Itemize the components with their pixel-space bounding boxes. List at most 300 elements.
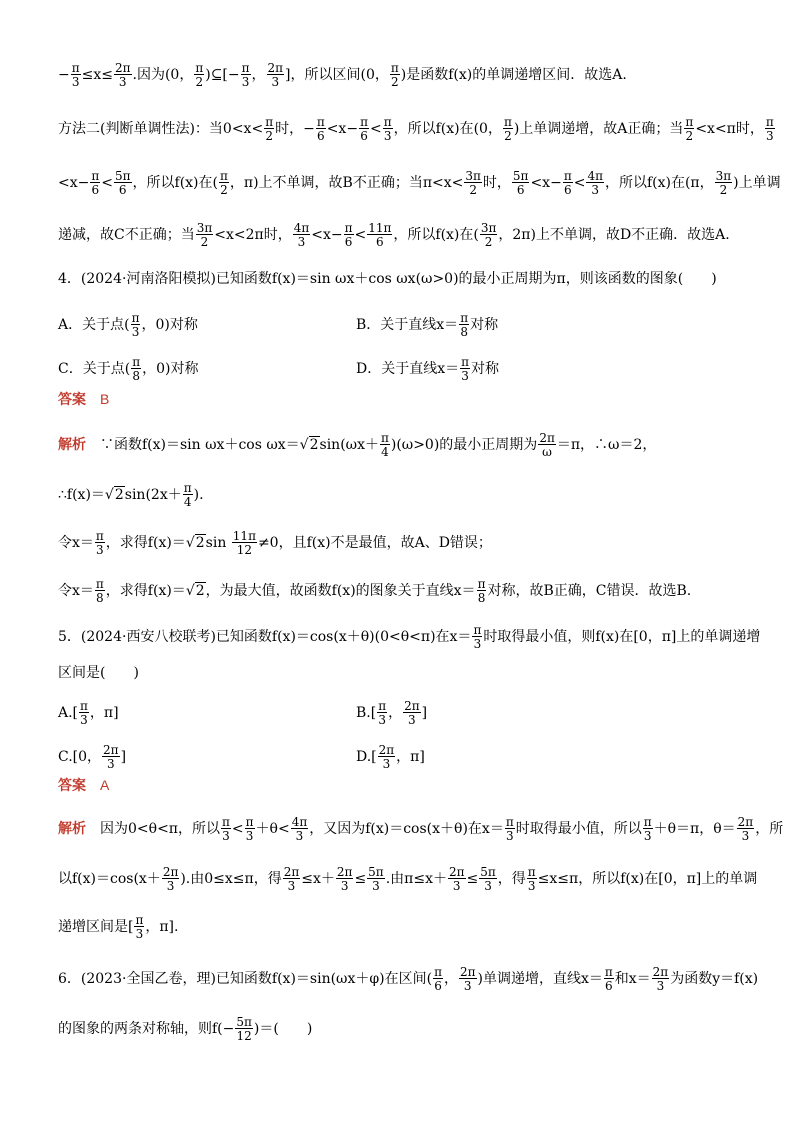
text-run: ∴f(x)＝ (58, 487, 105, 503)
fraction-denominator: 2 (685, 129, 694, 143)
text-run: ∵函数f(x)＝sin ωx＋cos ωx＝ (86, 437, 300, 453)
text-run: 递减，故C不正确；当 (58, 227, 195, 243)
fraction-numerator: 3π (715, 169, 732, 183)
fraction (114, 170, 132, 196)
fraction-denominator: 3 (80, 713, 88, 727)
fraction (359, 116, 369, 142)
fraction-denominator: 3 (271, 75, 280, 89)
fraction-denominator: 8 (96, 591, 104, 605)
text-run: ，π] (396, 749, 425, 765)
text-run: ≤x≤π，所以f(x)在[0，π]上的单调 (537, 871, 758, 887)
fraction-denominator: 3 (378, 713, 386, 727)
option-q5-a (58, 700, 119, 726)
fraction (715, 170, 733, 196)
text-run: 和x＝ (614, 971, 651, 987)
text-run: .因为(0， (132, 67, 194, 83)
fraction-denominator: 3 (222, 829, 230, 843)
option-q4-c (58, 356, 198, 382)
fraction-denominator: 3 (131, 325, 140, 339)
text-run: ).由0≤x≤π，得 (180, 871, 282, 887)
explanation-label: 解析 (58, 820, 86, 836)
text-run: ，π)上不单调，故B不正确；当π<x< (229, 175, 464, 191)
fraction-denominator: 3 (96, 543, 104, 557)
fraction (448, 866, 466, 892)
fraction-numerator: π (473, 623, 482, 637)
text-line-q4exp1 (58, 432, 656, 458)
text-run: 6．(2023·全国乙卷，理)已知函数f(x)＝sin(ωx＋φ)在区间( (58, 971, 433, 987)
fraction-denominator: 3 (71, 75, 80, 89)
text-run: < (101, 175, 113, 191)
fraction-numerator: π (219, 169, 228, 183)
fraction-numerator: 3π (196, 221, 213, 235)
text-run: ，0)对称 (141, 317, 198, 333)
text-line-q4 (58, 270, 717, 288)
fraction-numerator: 5π (512, 169, 529, 183)
fraction-numerator: π (461, 355, 470, 369)
fraction (241, 62, 251, 88)
text-run: ，求得f(x)＝ (105, 535, 186, 551)
fraction (264, 116, 274, 142)
text-run: ]，所以区间(0， (285, 67, 389, 83)
text-line-q4exp4 (58, 578, 691, 604)
text-run: ＝π，∴ω＝2， (556, 437, 657, 453)
text-line-q5exp2 (58, 866, 757, 892)
fraction (378, 744, 396, 770)
text-run: )(ω>0)的最小正周期为 (390, 437, 538, 453)
fraction-numerator: π (460, 311, 469, 325)
text-run: ] (120, 749, 127, 765)
fraction (505, 816, 515, 842)
fraction-denominator: 6 (605, 979, 613, 993)
fraction-denominator: 3 (643, 829, 652, 843)
fraction-denominator: 3 (461, 369, 469, 383)
text-run: < (573, 175, 586, 191)
fraction-denominator: 3 (452, 879, 461, 893)
fraction (267, 62, 285, 88)
fraction-numerator: π (265, 115, 274, 129)
fraction (245, 816, 255, 842)
text-run: < (231, 821, 244, 837)
text-run: 对称 (470, 317, 499, 333)
text-run: 4．(2024·河南洛阳模拟)已知函数f(x)＝sin ωx＋cos ωx(ω>0)的最小正周期为π，则该函数的图象( ) (58, 271, 717, 287)
text-run: 令x＝ (58, 583, 94, 599)
fraction-numerator: π (95, 529, 104, 543)
option-q5-b (356, 700, 427, 726)
text-run: ， (251, 67, 266, 83)
fraction-numerator: 3π (465, 169, 481, 183)
fraction (459, 966, 477, 992)
fraction-denominator: 2 (484, 235, 493, 249)
option-q5-c (58, 744, 126, 770)
text-run: 方法二(判断单调性法)：当0<x< (58, 121, 264, 137)
fraction-denominator: 4 (381, 445, 389, 459)
fraction-numerator: 5π (114, 169, 131, 183)
fraction-denominator: 3 (297, 235, 306, 249)
fraction (283, 866, 301, 892)
text-run: < (369, 121, 382, 137)
fraction (232, 530, 257, 556)
fraction-numerator: π (505, 815, 514, 829)
fraction (102, 744, 120, 770)
fraction (459, 312, 469, 338)
fraction-numerator: π (95, 577, 104, 591)
fraction-denominator: 3 (741, 829, 750, 843)
fraction-denominator: 6 (563, 183, 572, 197)
fraction-denominator: 3 (106, 757, 115, 771)
fraction (480, 222, 498, 248)
text-run: ，π]. (145, 919, 179, 935)
fraction-numerator: 2π (448, 865, 465, 879)
text-run: <x− (58, 175, 90, 191)
fraction (79, 700, 89, 726)
text-run: 5．(2024·西安八校联考)已知函数f(x)＝cos(x＋θ)(0<θ<π)在x＝ (58, 629, 472, 645)
fraction (291, 816, 309, 842)
text-run: )单调递增，直线x＝ (477, 971, 603, 987)
text-run: C．关于点( (58, 361, 131, 377)
text-line-q6b (58, 1016, 312, 1042)
fraction (367, 222, 392, 248)
text-run: <x− (311, 227, 343, 243)
fraction (336, 866, 354, 892)
fraction-numerator: 2π (539, 431, 555, 445)
text-line-l4 (58, 222, 730, 248)
fraction-numerator: π (383, 115, 392, 129)
fraction-numerator: π (241, 61, 250, 75)
sqrt-radicand: 2 (114, 487, 124, 503)
fraction-denominator: 3 (295, 829, 304, 843)
text-run: B.[ (356, 705, 377, 721)
text-line-l3 (58, 170, 781, 196)
sqrt-symbol: √ (299, 437, 309, 453)
fraction-denominator: 3 (527, 879, 536, 893)
fraction (162, 866, 180, 892)
fraction-denominator: 8 (460, 325, 468, 339)
fraction-numerator: π (765, 115, 774, 129)
text-run: D.[ (356, 749, 377, 765)
text-run: 令x＝ (58, 535, 94, 551)
text-run: ). (193, 487, 204, 503)
text-run: ，0)对称 (142, 361, 199, 377)
fraction (390, 62, 400, 88)
fraction (477, 578, 487, 604)
fraction-denominator: 6 (91, 183, 100, 197)
fraction-denominator: 2 (265, 129, 273, 143)
fraction (316, 116, 326, 142)
text-line-q4exp2 (58, 482, 204, 508)
text-run: sin(ωx＋ (319, 437, 379, 453)
option-q4-a (58, 312, 198, 338)
fraction (604, 966, 614, 992)
fraction-numerator: 4π (291, 815, 308, 829)
fraction (538, 432, 556, 458)
fraction-numerator: π (131, 311, 140, 325)
fraction (765, 116, 775, 142)
sqrt-radicand: 2 (309, 437, 319, 453)
fraction-denominator: 3 (766, 129, 774, 143)
text-line-q5exp3 (58, 914, 178, 940)
fraction (563, 170, 573, 196)
text-run: ≤ (466, 871, 479, 887)
text-run: ≠0，且f(x)不是最值，故A、D错误； (257, 535, 492, 551)
fraction-denominator: 3 (135, 927, 144, 941)
text-run: ，π] (89, 705, 119, 721)
fraction-numerator: 2π (737, 815, 754, 829)
text-run: ，求得f(x)＝ (105, 583, 186, 599)
text-run: − (58, 67, 70, 83)
fraction (460, 356, 470, 382)
text-run: ， (443, 971, 458, 987)
text-run: )是函数f(x)的单调递增区间．故选A. (400, 67, 627, 83)
fraction (131, 356, 141, 382)
fraction-denominator: 3 (241, 75, 250, 89)
text-run: sin (205, 535, 231, 551)
text-run: ， (388, 705, 403, 721)
text-run: ，所以f(x)在( (132, 175, 218, 191)
fraction-denominator: 4 (183, 495, 192, 509)
fraction (95, 530, 105, 556)
fraction-denominator: 2 (391, 75, 399, 89)
fraction (134, 914, 144, 940)
fraction (464, 170, 482, 196)
fraction (527, 866, 537, 892)
sqrt-radicand: 2 (195, 583, 205, 599)
fraction (383, 116, 393, 142)
answer-value: A (86, 777, 110, 793)
text-line-q5exp1 (58, 816, 783, 842)
text-run: ，所以f(x)在(0， (393, 121, 502, 137)
text-run: )＝( ) (253, 1021, 313, 1037)
fraction (472, 624, 482, 650)
fraction-numerator: π (183, 481, 192, 495)
fraction-denominator: 3 (372, 879, 380, 893)
fraction-numerator: 2π (378, 743, 395, 757)
fraction-numerator: 4π (587, 169, 603, 183)
fraction-numerator: π (643, 815, 652, 829)
fraction-denominator: 6 (516, 183, 525, 197)
fraction-denominator: 8 (477, 591, 486, 605)
answer-label: 答案 (58, 391, 86, 407)
fraction-denominator: 6 (344, 235, 353, 249)
fraction-numerator: π (685, 115, 694, 129)
answer-label: 答案 (58, 777, 86, 793)
fraction-numerator: π (91, 169, 100, 183)
fraction-denominator: 6 (118, 183, 127, 197)
fraction (377, 700, 387, 726)
text-run: ≤x＋ (301, 871, 335, 887)
fraction-numerator: π (71, 61, 80, 75)
fraction (344, 222, 354, 248)
fraction (503, 116, 513, 142)
fraction (737, 816, 755, 842)
text-run: A.[ (58, 705, 79, 721)
text-run: ＋θ< (255, 821, 290, 837)
fraction-numerator: 2π (652, 965, 669, 979)
fraction-numerator: π (195, 61, 204, 75)
text-run: ] (421, 705, 428, 721)
fraction-denominator: 3 (408, 713, 416, 727)
fraction-denominator: 3 (166, 879, 175, 893)
fraction-numerator: π (80, 699, 88, 713)
fraction-denominator: 3 (118, 75, 127, 89)
q5-answer (58, 776, 109, 795)
fraction-numerator: π (132, 355, 141, 369)
fraction-numerator: π (503, 115, 512, 129)
text-run: 的图象的两条对称轴，则f(− (58, 1021, 235, 1037)
fraction (194, 62, 204, 88)
fraction-numerator: 2π (114, 61, 131, 75)
fraction-numerator: 4π (293, 221, 310, 235)
fraction-numerator: 5π (236, 1015, 252, 1029)
text-line-q5 (58, 624, 760, 650)
fraction (433, 966, 443, 992)
fraction (403, 700, 421, 726)
fraction-denominator: 3 (245, 829, 254, 843)
fraction (643, 816, 653, 842)
text-run: 区间是( ) (58, 665, 139, 681)
sqrt-radicand: 2 (195, 535, 205, 551)
text-run: B．关于直线x＝ (356, 317, 459, 333)
text-run: 以f(x)＝cos(x＋ (58, 871, 161, 887)
text-run: <x− (326, 121, 359, 137)
text-run: )⊆[− (205, 67, 240, 83)
text-run: 时，− (275, 121, 315, 137)
fraction (652, 966, 670, 992)
fraction-numerator: 3π (480, 221, 497, 235)
fraction-numerator: π (344, 221, 353, 235)
fraction-denominator: 8 (132, 369, 140, 383)
fraction (380, 432, 390, 458)
option-q4-b (356, 312, 498, 338)
fraction-numerator: π (434, 965, 442, 979)
fraction-numerator: π (135, 913, 144, 927)
fraction-numerator: π (316, 115, 325, 129)
fraction (221, 816, 231, 842)
fraction-numerator: 5π (368, 865, 384, 879)
text-run: 时取得最小值，则f(x)在[0，π]上的单调递增 (483, 629, 761, 645)
fraction (95, 578, 105, 604)
fraction-denominator: 3 (484, 879, 492, 893)
text-run: ＋θ＝π，θ＝ (653, 821, 736, 837)
fraction-numerator: π (360, 115, 368, 129)
fraction-denominator: 6 (434, 979, 442, 993)
text-run: ，得 (497, 871, 526, 887)
text-run: ，2π)上不单调，故D不正确．故选A. (498, 227, 730, 243)
fraction (131, 312, 141, 338)
fraction-denominator: 2 (195, 75, 204, 89)
text-run: ，所以f(x)在( (393, 227, 479, 243)
text-line-q6 (58, 966, 758, 992)
fraction-denominator: 6 (360, 129, 368, 143)
fraction-denominator: 12 (236, 1029, 252, 1043)
fraction-numerator: π (390, 61, 399, 75)
sqrt-symbol: √ (185, 535, 195, 551)
sqrt-symbol: √ (104, 487, 114, 503)
q4-answer (58, 390, 109, 409)
fraction-numerator: 2π (459, 965, 476, 979)
fraction-numerator: 5π (480, 865, 496, 879)
text-line-q4exp3 (58, 530, 492, 556)
text-line-q5b (58, 664, 139, 682)
fraction-denominator: 3 (382, 757, 391, 771)
fraction-numerator: 2π (404, 699, 420, 713)
fraction-denominator: 6 (375, 235, 384, 249)
text-run: 时取得最小值，所以 (515, 821, 642, 837)
fraction-denominator: 2 (504, 129, 512, 143)
fraction-numerator: π (380, 431, 389, 445)
fraction (586, 170, 604, 196)
option-q5-d (356, 744, 425, 770)
text-run: ，又因为f(x)＝cos(x＋θ)在x＝ (309, 821, 504, 837)
text-run: <x− (530, 175, 562, 191)
fraction-numerator: π (378, 699, 387, 713)
text-run: 时， (482, 175, 511, 191)
text-run: D．关于直线x＝ (356, 361, 460, 377)
fraction (479, 866, 497, 892)
fraction-denominator: 3 (287, 879, 296, 893)
fraction (219, 170, 229, 196)
fraction (183, 482, 193, 508)
text-run: ，所 (755, 821, 784, 837)
text-run: 对称 (471, 361, 500, 377)
fraction-denominator: 3 (505, 829, 514, 843)
fraction (293, 222, 311, 248)
text-run: 因为0<θ<π，所以 (86, 821, 220, 837)
fraction-denominator: 6 (316, 129, 325, 143)
text-run: ≤x≤ (81, 67, 113, 83)
explanation-label: 解析 (58, 436, 86, 452)
fraction-denominator: 3 (473, 637, 482, 651)
text-line-l2 (58, 116, 776, 142)
fraction-numerator: π (604, 965, 613, 979)
fraction-numerator: 2π (336, 865, 353, 879)
fraction-denominator: 2 (200, 235, 209, 249)
option-q4-d (356, 356, 499, 382)
fraction-numerator: 11π (232, 529, 256, 543)
text-run: 为函数y＝f(x) (670, 971, 759, 987)
fraction-denominator: 3 (591, 183, 600, 197)
fraction-denominator: 3 (383, 129, 392, 143)
answer-value: B (86, 391, 110, 407)
text-run: A．关于点( (58, 317, 130, 333)
fraction-numerator: 2π (283, 865, 300, 879)
fraction-denominator: 2 (220, 183, 228, 197)
text-run: 递增区间是[ (58, 919, 134, 935)
text-run: < (354, 227, 367, 243)
fraction (196, 222, 214, 248)
fraction-denominator: 3 (463, 979, 472, 993)
text-run: ，为最大值，故函数f(x)的图象关于直线x＝ (205, 583, 476, 599)
fraction (367, 866, 385, 892)
fraction-numerator: π (563, 169, 572, 183)
text-run: sin(2x＋ (124, 487, 182, 503)
text-run: <x<π时， (695, 121, 764, 137)
text-run: ，所以f(x)在(π， (604, 175, 714, 191)
fraction-numerator: π (477, 577, 486, 591)
fraction-denominator: 3 (340, 879, 349, 893)
fraction-denominator: 12 (236, 543, 253, 557)
text-run: )上单调 (733, 175, 781, 191)
text-run: ≤ (354, 871, 367, 887)
fraction (684, 116, 694, 142)
text-run: )上单调递增，故A正确；当 (513, 121, 684, 137)
fraction-numerator: π (527, 865, 536, 879)
fraction-denominator: 2 (719, 183, 728, 197)
text-run: <x<2π时， (214, 227, 292, 243)
sqrt-symbol: √ (185, 583, 195, 599)
fraction-numerator: π (245, 815, 254, 829)
fraction-numerator: 2π (267, 61, 284, 75)
text-line-l1 (58, 62, 627, 88)
